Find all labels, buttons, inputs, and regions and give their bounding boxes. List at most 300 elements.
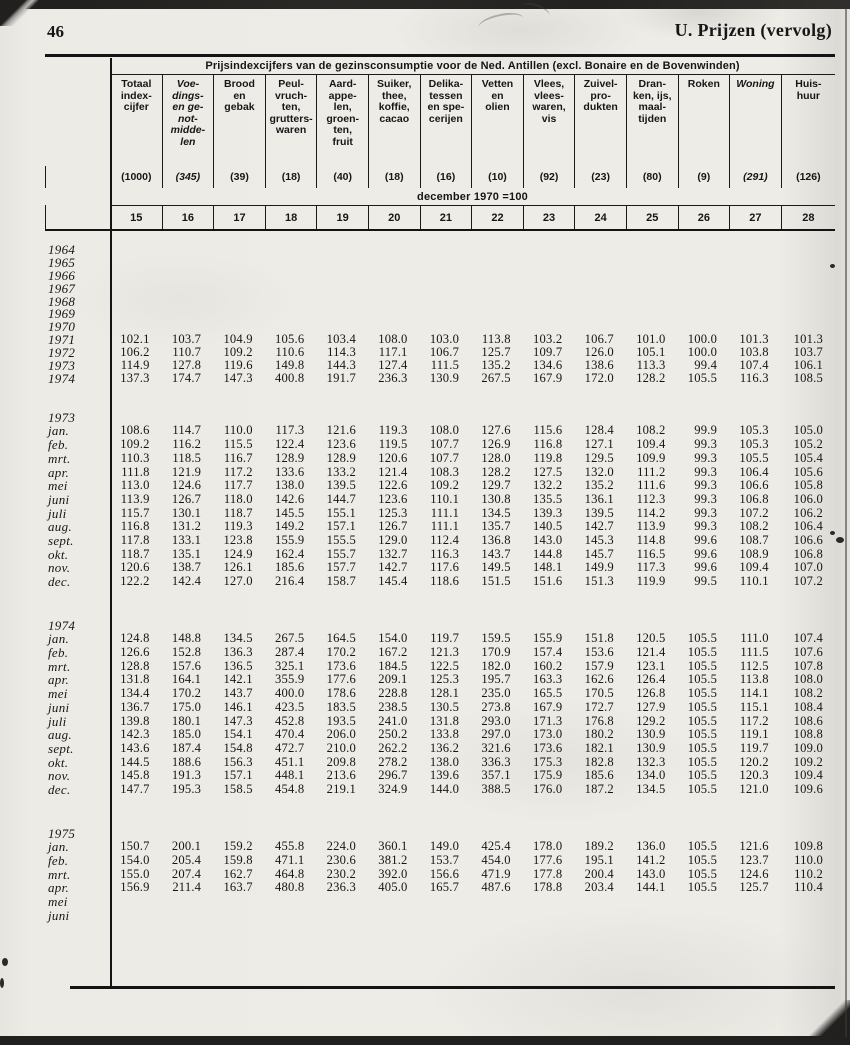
table-cell: 267.5: [275, 631, 305, 646]
table-cell: 121.0: [739, 781, 769, 796]
table-cell: 129.2: [636, 713, 666, 728]
table-cell: 138.7: [171, 560, 202, 575]
table-cell: 146.1: [223, 699, 253, 714]
block-year-label: 1973: [48, 409, 76, 425]
table-row: [45, 295, 835, 308]
table-cell: 164.1: [171, 672, 202, 687]
table-cell: 262.2: [378, 740, 408, 755]
table-cell: 109.4: [793, 768, 823, 783]
table-row: [45, 687, 835, 701]
row-label: juli: [48, 713, 67, 729]
header-rule: [45, 54, 835, 57]
table-cell: 170.2: [171, 686, 202, 701]
table-cell: 155.5: [326, 532, 356, 547]
table-cell: [626, 269, 678, 282]
table-cell: 145.5: [275, 505, 305, 520]
row-label: 1973: [48, 358, 76, 374]
page-number: 46: [47, 22, 64, 41]
table-cell: 130.5: [429, 699, 460, 714]
row-label: aug.: [48, 519, 72, 535]
table-row: [45, 520, 835, 534]
table-cell: [471, 243, 523, 256]
scan-edge-bottom: [0, 1036, 850, 1045]
table-cell: 336.3: [481, 754, 511, 769]
table-cell: 106.6: [739, 478, 769, 493]
row-label: mrt.: [48, 450, 71, 466]
table-cell: 109.2: [223, 345, 253, 360]
table-cell: 206.0: [326, 727, 356, 742]
table-cell: 177.6: [533, 853, 563, 868]
base-period-note: december 1970 =100: [417, 190, 528, 203]
table-cell: 162.7: [223, 866, 253, 881]
table-cell: 131.8: [120, 672, 150, 687]
table-cell: 122.2: [120, 574, 150, 589]
row-label: 1974: [48, 370, 76, 386]
table-cell: 144.8: [533, 546, 563, 561]
scan-smudge: [477, 9, 526, 36]
table-cell: 360.1: [378, 839, 408, 854]
table-cell: 177.8: [533, 866, 563, 881]
table-row: [45, 728, 835, 742]
table-cell: 149.5: [481, 560, 511, 575]
column-number: 17: [213, 205, 265, 229]
table-cell: 130.1: [171, 505, 202, 520]
table-cell: 125.3: [378, 505, 408, 520]
table-row: [45, 756, 835, 770]
table-cell: 106.6: [793, 532, 823, 547]
table-cell: [678, 282, 730, 295]
table-cell: 103.7: [171, 332, 202, 347]
table-cell: [471, 895, 523, 909]
table-cell: [781, 256, 835, 269]
table-row: [45, 561, 835, 575]
table-cell: 103.4: [326, 332, 356, 347]
table-cell: 128.9: [275, 450, 305, 465]
table-cell: 119.8: [533, 450, 563, 465]
table-cell: 111.5: [430, 358, 460, 373]
table-cell: 149.2: [275, 519, 305, 534]
table-cell: 143.0: [533, 532, 563, 547]
table-cell: 110.2: [794, 866, 823, 881]
table-cell: 167.2: [378, 645, 408, 660]
table-cell: 142.1: [223, 672, 253, 687]
table-cell: 110.7: [172, 345, 202, 360]
scan-speck: [0, 978, 4, 988]
table-cell: 125.7: [739, 880, 769, 895]
table-cell: 209.1: [378, 672, 408, 687]
table-cell: 108.4: [793, 699, 823, 714]
table-cell: [781, 269, 835, 282]
table-cell: 178.0: [533, 839, 563, 854]
table-cell: 185.6: [584, 768, 614, 783]
table-cell: 151.3: [584, 574, 614, 589]
column-number: 28: [781, 205, 835, 229]
table-cell: 120.6: [378, 450, 408, 465]
table-cell: 156.3: [223, 754, 253, 769]
table-cell: [368, 895, 420, 909]
table-cell: 236.3: [326, 880, 356, 895]
table-cell: 180.1: [171, 713, 202, 728]
table-cell: 99.6: [694, 560, 718, 575]
table-cell: 203.4: [584, 880, 614, 895]
table-cell: 110.0: [794, 853, 823, 868]
table-cell: [316, 295, 368, 308]
table-cell: 144.5: [120, 754, 150, 769]
table-row: [45, 282, 835, 295]
table-cell: 123.7: [739, 853, 769, 868]
table-cell: [110, 307, 162, 320]
table-cell: 118.5: [172, 450, 202, 465]
row-label: nov.: [48, 768, 71, 784]
table-cell: 182.0: [481, 658, 511, 673]
table-cell: 144.1: [636, 880, 666, 895]
scan-speck: [2, 958, 8, 966]
table-cell: 267.5: [481, 370, 511, 385]
table-cell: 144.0: [429, 781, 460, 796]
table-cell: 112.4: [430, 532, 460, 547]
row-label: 1965: [48, 254, 76, 270]
table-cell: 106.2: [793, 505, 823, 520]
row-label: jan.: [48, 423, 70, 439]
row-label: okt.: [48, 546, 69, 562]
table-cell: 170.5: [584, 686, 614, 701]
table-cell: [213, 243, 265, 256]
table-row: [45, 783, 835, 797]
column-header: Voe- dings- en ge- not- midde- len: [162, 75, 214, 166]
table-cell: 142.7: [584, 519, 614, 534]
table-cell: [265, 307, 317, 320]
table-cell: 118.7: [223, 505, 253, 520]
table-cell: [368, 909, 420, 923]
table-cell: 135.1: [171, 546, 202, 561]
table-cell: 122.4: [275, 437, 305, 452]
table-cell: 149.8: [275, 358, 305, 373]
table-cell: 136.1: [584, 491, 614, 506]
table-cell: 173.6: [533, 740, 563, 755]
table-cell: [678, 256, 730, 269]
table-cell: 105.5: [687, 768, 718, 783]
row-label: dec.: [48, 574, 71, 590]
table-cell: [574, 307, 626, 320]
table-cell: 121.4: [378, 464, 408, 479]
table-cell: 108.5: [793, 370, 823, 385]
table-cell: 115.7: [120, 505, 150, 520]
table-cell: 134.5: [481, 505, 511, 520]
table-cell: 105.8: [793, 478, 823, 493]
table-cell: 163.3: [533, 672, 563, 687]
table-cell: 101.0: [636, 332, 666, 347]
column-header: Totaal index- cijfer: [110, 75, 162, 166]
table-cell: [729, 243, 781, 256]
column-weight: (92): [523, 166, 575, 188]
table-cell: 211.4: [172, 880, 202, 895]
table-cell: 111.1: [430, 519, 460, 534]
table-row: [45, 854, 835, 868]
table-cell: [162, 269, 214, 282]
table-cell: 195.3: [171, 781, 202, 796]
table-cell: 113.9: [120, 491, 150, 506]
table-cell: 151.5: [481, 574, 511, 589]
table-cell: 126.7: [171, 491, 202, 506]
table-cell: 224.0: [326, 839, 356, 854]
table-cell: 107.7: [429, 450, 460, 465]
table-cell: 129.7: [481, 478, 511, 493]
column-weight: (9): [678, 166, 730, 188]
column-number: 18: [265, 205, 317, 229]
table-cell: [729, 282, 781, 295]
table-cell: 142.3: [120, 727, 150, 742]
table-cell: [729, 256, 781, 269]
table-cell: 105.5: [687, 754, 718, 769]
table-cell: 139.3: [533, 505, 563, 520]
table-cell: 470.4: [275, 727, 305, 742]
table-cell: 111.0: [740, 631, 769, 646]
table-cell: 236.3: [378, 370, 408, 385]
table-cell: 195.7: [481, 672, 511, 687]
table-cell: [574, 243, 626, 256]
table-cell: 185.0: [171, 727, 202, 742]
table-cell: 100.0: [687, 332, 718, 347]
table-cell: 112.3: [636, 491, 666, 506]
table-cell: [523, 269, 575, 282]
table-cell: 115.1: [739, 699, 769, 714]
table-cell: 126.7: [378, 519, 408, 534]
table-cell: 110.1: [739, 574, 769, 589]
table-cell: 278.2: [378, 754, 408, 769]
table-cell: 99.3: [694, 450, 718, 465]
table-cell: 128.9: [326, 450, 356, 465]
row-label: jan.: [48, 631, 70, 647]
table-cell: 109.2: [793, 754, 823, 769]
row-label: sept.: [48, 532, 74, 548]
table-cell: [213, 895, 265, 909]
table-cell: 111.6: [637, 478, 666, 493]
column-weight: (16): [420, 166, 472, 188]
table-cell: 121.3: [429, 645, 460, 660]
table-cell: 119.6: [223, 358, 253, 373]
table-cell: 114.8: [636, 532, 666, 547]
table-cell: 131.8: [429, 713, 460, 728]
table-cell: 159.5: [481, 631, 511, 646]
table-cell: 109.9: [636, 450, 666, 465]
table-cell: 119.3: [223, 519, 253, 534]
table-cell: 158.5: [223, 781, 253, 796]
table-cell: 157.9: [584, 658, 614, 673]
table-cell: 191.3: [171, 768, 202, 783]
table-cell: 144.3: [326, 358, 356, 373]
table-cell: 145.4: [378, 574, 408, 589]
column-header: Vetten en olien: [471, 75, 523, 166]
table-cell: 121.6: [326, 423, 356, 438]
row-label: nov.: [48, 560, 71, 576]
table-cell: [626, 282, 678, 295]
table-cell: 119.7: [739, 740, 769, 755]
table-cell: 127.5: [533, 464, 563, 479]
table-cell: 143.6: [120, 740, 150, 755]
table-cell: 128.2: [636, 370, 666, 385]
table-cell: 109.8: [793, 839, 823, 854]
row-label: apr.: [48, 672, 70, 688]
stub-cell: [45, 75, 110, 166]
table-cell: [316, 269, 368, 282]
table-cell: [678, 895, 730, 909]
table-cell: [265, 269, 317, 282]
table-cell: 452.8: [275, 713, 305, 728]
table-cell: [213, 269, 265, 282]
column-number: 21: [420, 205, 472, 229]
table-cell: 125.7: [481, 345, 511, 360]
table-cell: 119.1: [739, 727, 769, 742]
table-cell: 150.7: [120, 839, 150, 854]
table-cell: 154.0: [378, 631, 408, 646]
table-cell: [265, 256, 317, 269]
table-cell: [265, 243, 317, 256]
data-block: [45, 243, 835, 385]
table-cell: 454.8: [275, 781, 305, 796]
table-cell: 145.3: [584, 532, 614, 547]
row-label: apr.: [48, 880, 70, 896]
table-cell: 105.3: [739, 437, 769, 452]
scan-corner-bottom-right: [800, 1000, 850, 1045]
table-row: [45, 868, 835, 882]
table-cell: 123.1: [636, 658, 666, 673]
scan-speck: [836, 537, 844, 543]
table-cell: 187.2: [584, 781, 614, 796]
table-cell: 114.2: [636, 505, 666, 520]
row-label: 1972: [48, 345, 76, 361]
table-cell: [729, 269, 781, 282]
column-header-row: [45, 75, 835, 166]
table-cell: 134.6: [533, 358, 563, 373]
table-cell: 117.8: [120, 532, 150, 547]
table-cell: [471, 256, 523, 269]
table-cell: 153.6: [584, 645, 614, 660]
table-cell: 185.6: [275, 560, 305, 575]
table-cell: 142.7: [378, 560, 408, 575]
table-cell: 130.9: [636, 740, 666, 755]
table-cell: 176.8: [584, 713, 614, 728]
stub-cell: [45, 166, 110, 188]
table-row: [45, 534, 835, 548]
table-row: [45, 359, 835, 372]
table-cell: 103.0: [429, 332, 460, 347]
table-cell: 124.6: [171, 478, 202, 493]
table-cell: 155.7: [326, 546, 356, 561]
table-cell: 113.0: [120, 478, 150, 493]
table-cell: 99.3: [694, 464, 718, 479]
table-cell: 154.8: [223, 740, 253, 755]
table-cell: 106.7: [429, 345, 460, 360]
table-cell: 133.2: [326, 464, 356, 479]
table-cell: 130.8: [481, 491, 511, 506]
table-cell: 136.0: [636, 839, 666, 854]
table-cell: 136.3: [223, 645, 253, 660]
table-cell: 111.5: [740, 645, 769, 660]
table-cell: 132.2: [533, 478, 563, 493]
scan-edge-top: [0, 0, 850, 9]
table-cell: 207.4: [171, 866, 202, 881]
table-cell: 273.8: [481, 699, 511, 714]
table-cell: 108.0: [378, 332, 408, 347]
table-cell: 293.0: [481, 713, 511, 728]
table-cell: 325.1: [275, 658, 305, 673]
row-label: feb.: [48, 853, 69, 869]
table-cell: 123.6: [326, 437, 356, 452]
table-cell: 130.9: [636, 727, 666, 742]
table-cell: 147.3: [223, 713, 253, 728]
table-cell: 464.8: [275, 866, 305, 881]
table-cell: [162, 282, 214, 295]
data-block: [45, 411, 835, 589]
table-cell: 143.0: [636, 866, 666, 881]
table-cell: 124.6: [739, 866, 769, 881]
table-cell: 145.8: [120, 768, 150, 783]
column-header: Vlees, vlees- waren, vis: [523, 75, 575, 166]
column-header: Peul- vruch- ten, grutters- waren: [265, 75, 317, 166]
column-weight: (23): [574, 166, 626, 188]
table-cell: [626, 256, 678, 269]
table-cell: 113.9: [636, 519, 666, 534]
table-cell: 209.8: [326, 754, 356, 769]
table-cell: 164.5: [326, 631, 356, 646]
table-cell: 138.0: [275, 478, 305, 493]
column-number: 25: [626, 205, 678, 229]
table-cell: 99.6: [694, 532, 718, 547]
table-cell: 156.9: [120, 880, 150, 895]
table-cell: 138.6: [584, 358, 614, 373]
table-cell: 140.5: [533, 519, 563, 534]
table-cell: 155.9: [275, 532, 305, 547]
table-cell: 122.5: [429, 658, 460, 673]
table-cell: 126.9: [481, 437, 511, 452]
table-cell: [420, 282, 472, 295]
table-cell: [729, 895, 781, 909]
table-cell: 147.3: [223, 370, 253, 385]
table-cell: [678, 269, 730, 282]
table-cell: [316, 256, 368, 269]
table-cell: [265, 909, 317, 923]
row-label: mei: [48, 686, 68, 702]
table-cell: 129.5: [584, 450, 614, 465]
table-cell: 128.1: [429, 686, 460, 701]
table-row: [45, 673, 835, 687]
table-cell: 177.6: [326, 672, 356, 687]
table-row: [45, 909, 835, 923]
table-cell: 108.6: [793, 713, 823, 728]
table-cell: 296.7: [378, 768, 408, 783]
table-cell: 487.6: [481, 880, 511, 895]
table-cell: 117.2: [223, 464, 253, 479]
table-cell: 230.2: [326, 866, 356, 881]
table-cell: 135.2: [584, 478, 614, 493]
table-cell: [781, 909, 835, 923]
table-cell: 162.6: [584, 672, 614, 687]
table-cell: 106.8: [793, 546, 823, 561]
table-cell: 121.6: [739, 839, 769, 854]
row-label: apr.: [48, 464, 70, 480]
block-label-row: [45, 411, 835, 425]
table-cell: 119.9: [636, 574, 666, 589]
table-cell: 173.6: [326, 658, 356, 673]
table-cell: 145.7: [584, 546, 614, 561]
table-cell: 124.8: [120, 631, 150, 646]
table-cell: 182.8: [584, 754, 614, 769]
table-cell: 117.3: [636, 560, 666, 575]
table-cell: 142.6: [275, 491, 305, 506]
table-cell: 107.0: [793, 560, 823, 575]
row-label: 1967: [48, 280, 76, 296]
table-cell: [316, 243, 368, 256]
